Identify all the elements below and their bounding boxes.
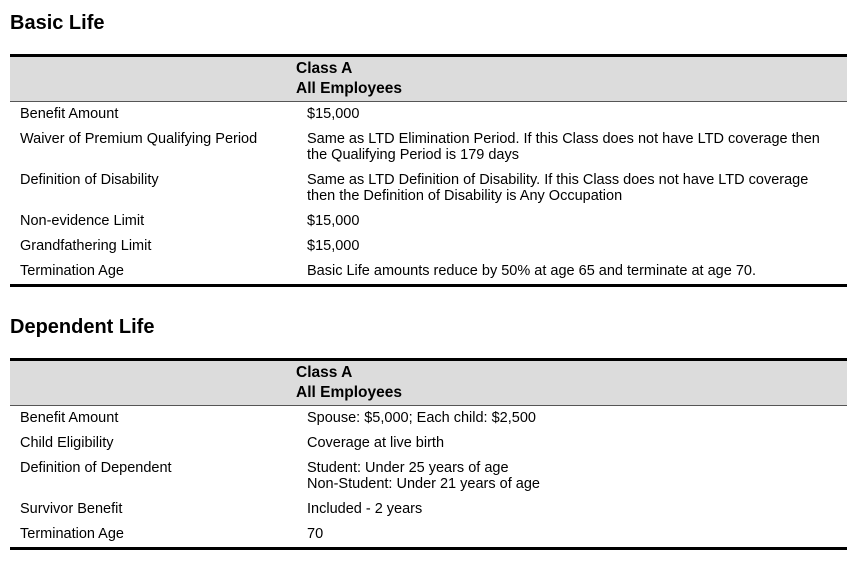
table-row: [10, 168, 847, 209]
value-line: $15,000: [307, 213, 360, 229]
row-label-child-eligibility: Child Eligibility: [20, 435, 114, 451]
dependent-life-header-row: [10, 360, 847, 406]
value-line: Coverage at live birth: [307, 435, 445, 451]
table-row: [10, 497, 847, 522]
value-line: 70: [307, 526, 324, 542]
value-line: Student: Under 25 years of age: [307, 460, 509, 476]
dependent-life-class-group: All Employees: [296, 384, 402, 401]
basic-life-class-name: Class A: [296, 60, 353, 77]
value-line: the Qualifying Period is 179 days: [307, 147, 519, 163]
value-line: Included - 2 years: [307, 501, 423, 517]
row-label-benefit-amount: Benefit Amount: [20, 410, 119, 426]
value-line: then the Definition of Disability is Any Occupation: [307, 188, 623, 204]
row-value-definition-of-disability: [296, 168, 847, 209]
row-label-definition-of-dependent: Definition of Dependent: [20, 460, 172, 476]
table-row: [10, 431, 847, 456]
row-label-definition-of-disability: Definition of Disability: [20, 172, 159, 188]
row-value-waiver-of-premium: [296, 127, 847, 168]
value-line: $15,000: [307, 106, 360, 122]
value-line: Basic Life amounts reduce by 50% at age 65 and terminate at age 70.: [307, 263, 756, 279]
row-label-waiver-of-premium: Waiver of Premium Qualifying Period: [20, 131, 258, 147]
table-row: [10, 456, 847, 497]
value-line: Non-Student: Under 21 years of age: [307, 476, 540, 492]
row-value-child-eligibility: [296, 431, 847, 456]
table-row: [10, 522, 847, 549]
table-row: [10, 259, 847, 286]
row-value-definition-of-dependent: [296, 456, 847, 497]
value-line: Same as LTD Elimination Period. If this Class does not have LTD coverage then: [307, 131, 820, 147]
dependent-life-table: [10, 358, 847, 550]
row-label-survivor-benefit: Survivor Benefit: [20, 501, 123, 517]
row-label-grandfathering-limit: Grandfathering Limit: [20, 238, 152, 254]
basic-life-class-header: [296, 56, 847, 102]
row-value-benefit-amount: [296, 102, 847, 128]
row-label-termination-age: Termination Age: [10, 259, 296, 286]
dependent-life-class-header: [296, 360, 847, 406]
row-value-termination-age: [296, 259, 847, 286]
row-value-survivor-benefit: [296, 497, 847, 522]
row-value-termination-age: [296, 522, 847, 549]
dependent-life-class-name: Class A: [296, 364, 353, 381]
table-row: [10, 406, 847, 432]
section-title-dependent-life: Dependent Life: [10, 316, 155, 338]
basic-life-class-group: All Employees: [296, 80, 402, 97]
value-line: $15,000: [307, 238, 360, 254]
row-label-benefit-amount: Benefit Amount: [20, 106, 119, 122]
basic-life-header-label-cell: [10, 56, 296, 102]
value-line: Same as LTD Definition of Disability. If this Class does not have LTD coverage: [307, 172, 809, 188]
row-label-non-evidence-limit: Non-evidence Limit: [20, 213, 145, 229]
table-row: [10, 102, 847, 128]
row-label-termination-age: Termination Age: [10, 522, 296, 549]
row-value-grandfathering-limit: [296, 234, 847, 259]
row-value-non-evidence-limit: [296, 209, 847, 234]
basic-life-header-row: [10, 56, 847, 102]
table-row: [10, 234, 847, 259]
value-line: Spouse: $5,000; Each child: $2,500: [307, 410, 536, 426]
table-row: [10, 209, 847, 234]
row-value-benefit-amount: [296, 406, 847, 432]
section-title-basic-life: Basic Life: [10, 12, 105, 34]
dependent-life-header-label-cell: [10, 360, 296, 406]
table-row: [10, 127, 847, 168]
basic-life-table: [10, 54, 847, 287]
